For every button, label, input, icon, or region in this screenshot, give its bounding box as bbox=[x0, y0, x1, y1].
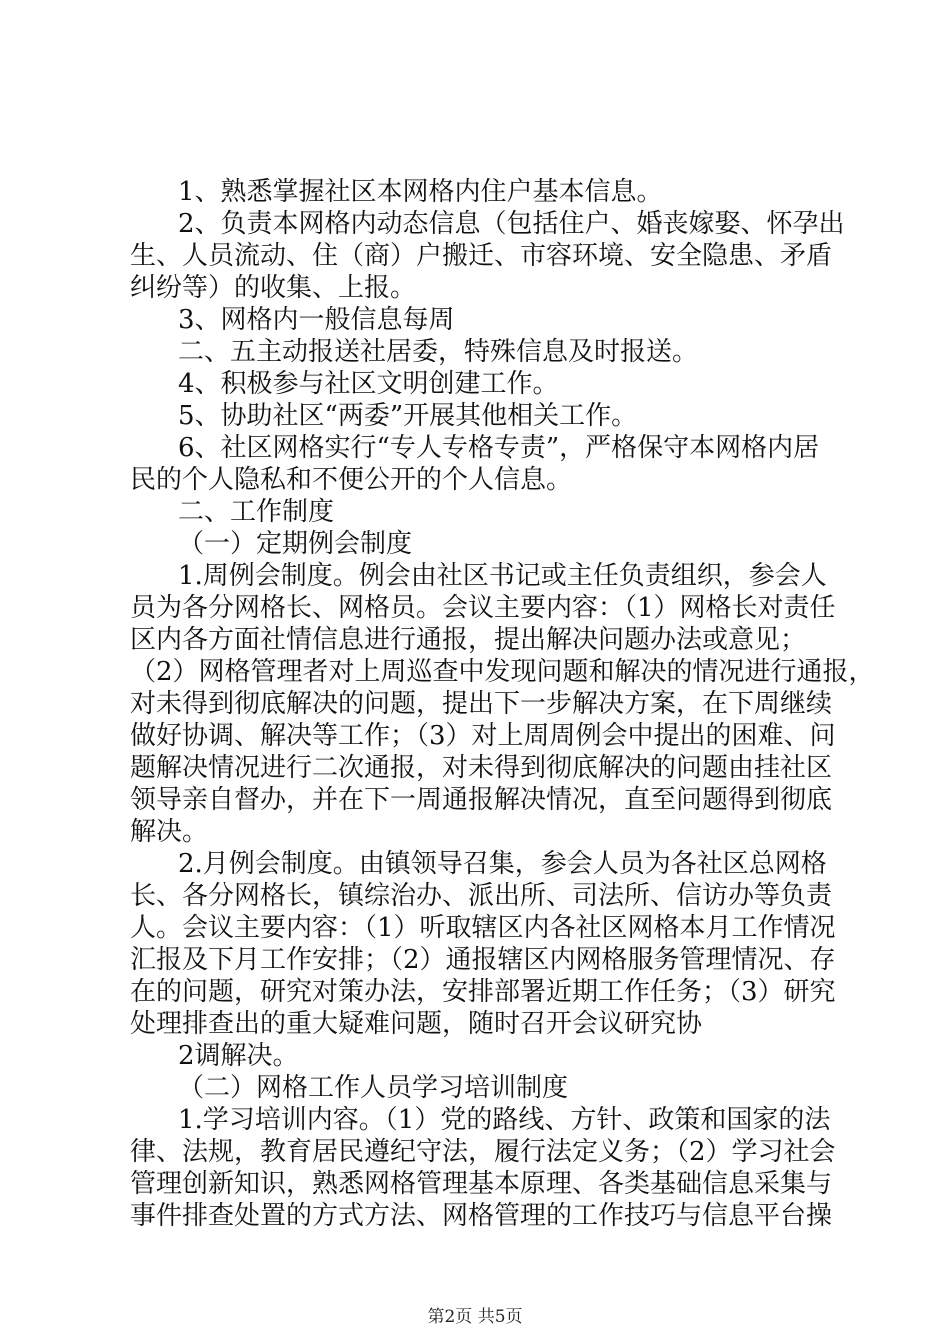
text-line: 3、网格内一般信息每周 bbox=[178, 305, 455, 335]
text-line: 汇报及下月工作安排；（2）通报辖区内网格服务管理情况、存 bbox=[130, 945, 836, 975]
text-line: 民的个人隐私和不便公开的个人信息。 bbox=[130, 465, 573, 495]
text-line: 律、法规，教育居民遵纪守法，履行法定义务；（2）学习社会 bbox=[130, 1137, 836, 1167]
text-line: 生、人员流动、住（商）户搬迁、市容环境、安全隐患、矛盾 bbox=[130, 241, 833, 271]
text-line: 2、负责本网格内动态信息（包括住户、婚丧嫁娶、怀孕出 bbox=[178, 209, 845, 239]
text-line: 做好协调、解决等工作；（3）对上周周例会中提出的困难、问 bbox=[130, 721, 836, 751]
text-line: 二、五主动报送社居委，特殊信息及时报送。 bbox=[178, 337, 699, 367]
subsection-heading: （二）网格工作人员学习培训制度 bbox=[178, 1073, 569, 1103]
text-line: 在的问题，研究对策办法，安排部署近期工作任务；（3）研究 bbox=[130, 977, 836, 1007]
text-line: 6、社区网格实行“专人专格专责”，严格保守本网格内居 bbox=[178, 433, 820, 463]
text-line: 题解决情况进行二次通报，对未得到彻底解决的问题由挂社区 bbox=[130, 753, 833, 783]
subsection-heading: （一）定期例会制度 bbox=[178, 529, 413, 559]
text-line: 2.月例会制度。由镇领导召集，参会人员为各社区总网格 bbox=[178, 849, 827, 879]
text-line: 人。会议主要内容：（1）听取辖区内各社区网格本月工作情况 bbox=[130, 913, 836, 943]
page-number: 第2页 共5页 bbox=[427, 1307, 523, 1327]
text-line: 领导亲自督办，并在下一周通报解决情况，直至问题得到彻底 bbox=[130, 785, 833, 815]
text-line: 管理创新知识，熟悉网格管理基本原理、各类基础信息采集与 bbox=[130, 1169, 833, 1199]
text-line: 4、积极参与社区文明创建工作。 bbox=[178, 369, 559, 399]
text-line: 处理排查出的重大疑难问题，随时召开会议研究协 bbox=[130, 1009, 703, 1039]
section-heading: 二、工作制度 bbox=[178, 497, 335, 527]
document-body bbox=[130, 176, 875, 1232]
text-line: 1.学习培训内容。（1）党的路线、方针、政策和国家的法 bbox=[178, 1105, 831, 1135]
text-line: 员为各分网格长、网格员。会议主要内容：（1）网格长对责任 bbox=[130, 593, 836, 623]
text-line: 1、熟悉掌握社区本网格内住户基本信息。 bbox=[178, 177, 663, 207]
text-line: 对未得到彻底解决的问题，提出下一步解决方案，在下周继续 bbox=[130, 689, 833, 719]
text-line: 长、各分网格长，镇综治办、派出所、司法所、信访办等负责 bbox=[130, 881, 833, 911]
text-line: 5、协助社区“两委”开展其他相关工作。 bbox=[178, 401, 638, 431]
text-line: 事件排查处置的方式方法、网格管理的工作技巧与信息平台操 bbox=[130, 1201, 833, 1231]
text-line: 纠纷等）的收集、上报。 bbox=[130, 273, 417, 303]
text-line: 区内各方面社情信息进行通报，提出解决问题办法或意见； bbox=[130, 625, 807, 655]
text-line: 1.周例会制度。例会由社区书记或主任负责组织，参会人 bbox=[178, 561, 827, 591]
text-line: 2调解决。 bbox=[178, 1041, 299, 1071]
text-line: （2）网格管理者对上周巡查中发现问题和解决的情况进行通报， bbox=[130, 657, 875, 687]
text-line: 解决。 bbox=[130, 817, 209, 847]
